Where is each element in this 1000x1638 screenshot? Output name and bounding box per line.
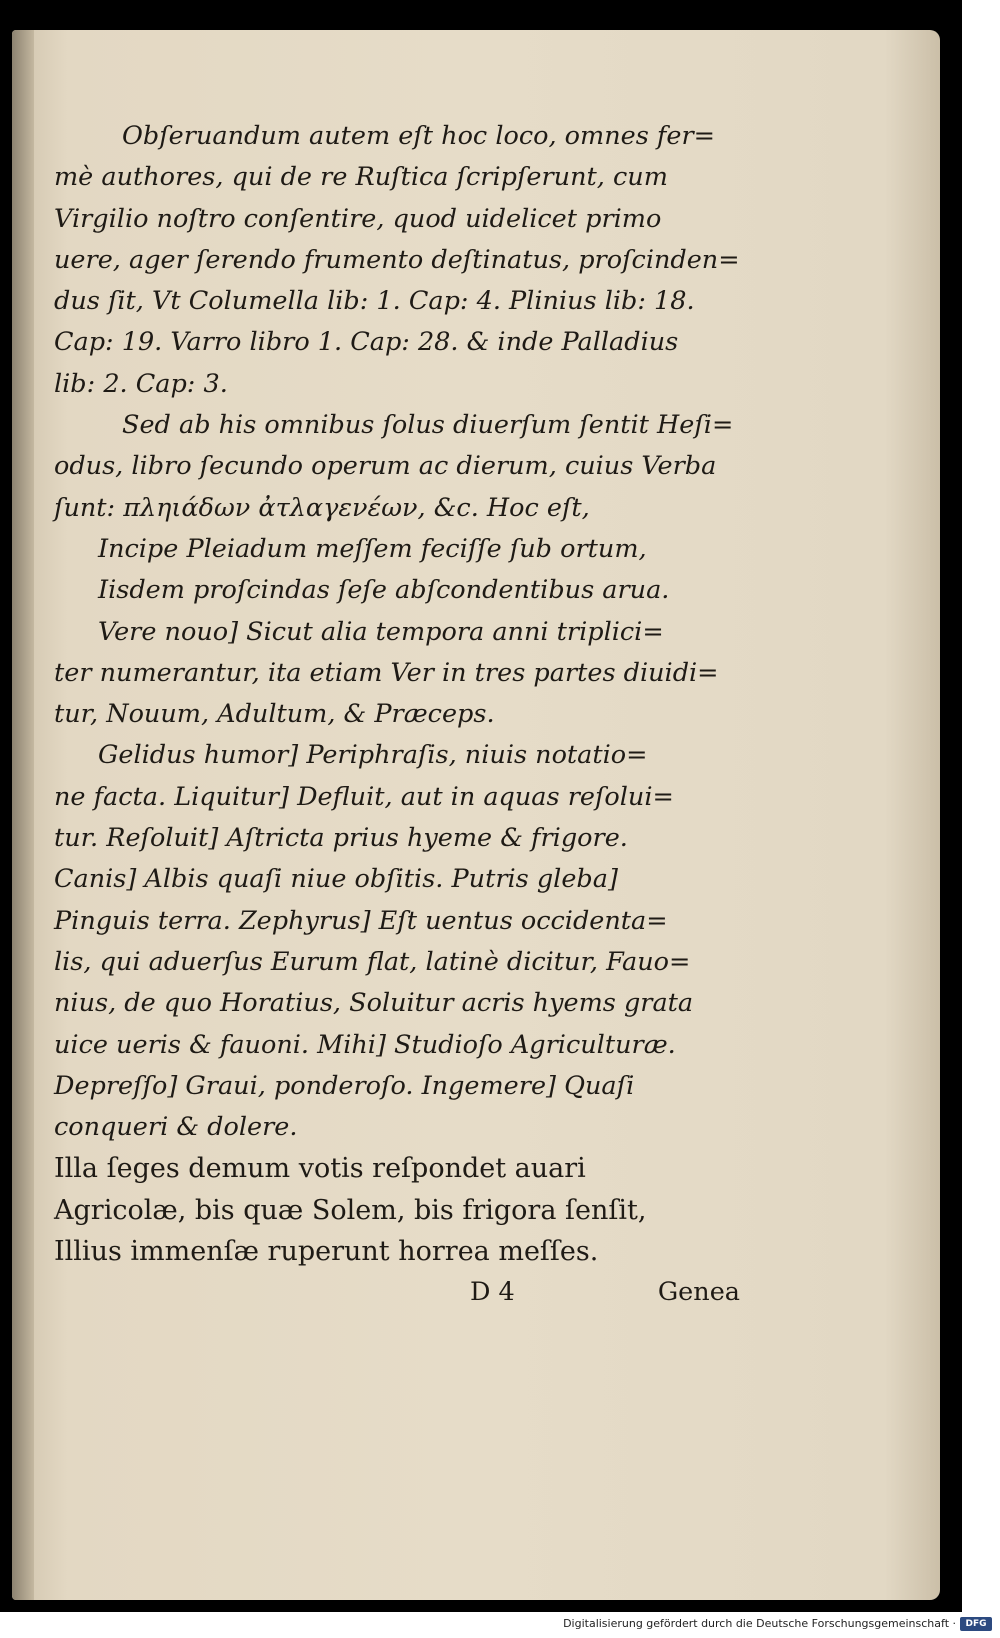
text-line: ter numerantur, ita etiam Ver in tres partes diuidi= (54, 657, 719, 688)
text-line: Iisdem proſcindas ſeſe abſcondentibus arua. (98, 575, 670, 606)
text-line: Canis] Albis quaſi niue obſitis. Putris gleba] (54, 864, 618, 895)
text-line: dus ſit, Vt Columella lib: 1. Cap: 4. Plinius lib: 18. (54, 286, 695, 317)
page-gutter (12, 30, 34, 1600)
text-line: Virgilio noſtro conſentire, quod uidelicet primo (54, 203, 662, 234)
page-text (54, 116, 740, 1314)
text-line: tur, Nouum, Adultum, & Præceps. (54, 699, 495, 730)
verse-line: Illius immenſæ ruperunt horrea meſſes. (54, 1236, 599, 1268)
funding-credit: Digitalisierung gefördert durch die Deutsche Forschungsgemeinschaft · (563, 1617, 956, 1630)
text-line: ſunt: πληιάδων ἀτλαγενέων, &c. Hoc eſt, (54, 492, 590, 523)
text-line: Gelidus humor] Periphraſis, niuis notatio= (98, 740, 648, 771)
verse-line: Illa ſeges demum votis reſpondet auari (54, 1153, 586, 1185)
text-line: tur. Reſoluit] Aſtricta prius hyeme & frigore. (54, 823, 628, 854)
text-line: Cap: 19. Varro libro 1. Cap: 28. & inde Palladius (54, 327, 679, 358)
text-line: Vere nouo] Sicut alia tempora anni triplici= (98, 616, 664, 647)
text-line: Pinguis terra. Zephyrus] Eſt uentus occidenta= (54, 905, 668, 936)
book-page (12, 30, 940, 1600)
signature-mark: D 4 (470, 1277, 515, 1308)
text-line: uere, ager ſerendo frumento deſtinatus, proſcinden= (54, 244, 740, 275)
text-line: lib: 2. Cap: 3. (54, 368, 228, 399)
text-line: Obſeruandum autem eſt hoc loco, omnes fer= (122, 121, 715, 151)
verse-line: Agricolæ, bis quæ Solem, bis frigora ſenſit, (54, 1194, 647, 1226)
text-line: odus, libro ſecundo operum ac dierum, cuius Verba (54, 451, 717, 482)
digitization-footer (0, 1614, 1000, 1638)
dfg-logo: DFG (960, 1617, 992, 1631)
text-line: Incipe Pleiadum meſſem feciſſe ſub ortum, (98, 533, 647, 564)
text-line: Sed ab his omnibus ſolus diuerſum ſentit Heſi= (122, 410, 734, 441)
text-line: Depreſſo] Graui, ponderoſo. Ingemere] Quaſi (54, 1070, 635, 1101)
text-line: conqueri & dolere. (54, 1112, 298, 1143)
text-line: lis, qui aduerſus Eurum flat, latinè dicitur, Fauo= (54, 946, 691, 977)
catchword: Genea (657, 1277, 740, 1308)
page-foot-line (54, 1272, 740, 1313)
text-line: uice ueris & fauoni. Mihi] Studioſo Agriculturæ. (54, 1029, 676, 1060)
text-line: nius, de quo Horatius, Soluitur acris hyems grata (54, 988, 694, 1019)
text-line: ne facta. Liquitur] Defluit, aut in aquas reſolui= (54, 781, 674, 812)
text-line: mè authores, qui de re Ruſtica ſcripſerunt, cum (54, 162, 668, 193)
